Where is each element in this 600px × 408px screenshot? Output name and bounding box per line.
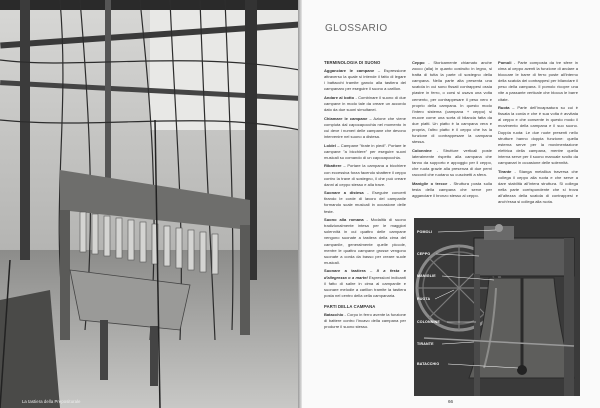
glossary-column-2 — [412, 60, 492, 202]
glossary-page — [302, 0, 600, 408]
diagram-label-ruota: RUOTA — [417, 297, 431, 301]
glossary-entry: Ceppo - Storicamente chiamato anche zocco (alla) in quanto costruito in legno, si tratta di tutta la parte di sostegno della campana. Nella parte alta presenta una scatola in cui sono fissati contrappesi ossia piastre in ferro, o corsi si usava una volta cemento, per contrappesare il peso vero e proprio della campana. In questo modo l'intero sistema (campana + ceppo) si muove come una sorta di bilancia fatta da due piatti. Un piatto è la campana vera e propria, l'altro piatto è il ceppo che ha la funzione di contrappesare la campana stessa. — [412, 60, 492, 145]
entry-term: Ceppo — [412, 60, 425, 65]
entry-term: Batacchio — [324, 311, 344, 317]
entry-term: Chiamare le campane — [324, 115, 368, 121]
entry-term: Suonare a distesa — [324, 190, 364, 196]
entry-term: Suono alla romana — [324, 217, 364, 223]
entry-italic-note: Il a festa e d'allegrezza o a martel — [324, 268, 407, 280]
entry-term: Ribattere — [324, 163, 342, 169]
diagram-label-maniglie: MANIGLIE — [417, 274, 436, 278]
diagram-label-ceppo: CEPPO — [417, 252, 431, 256]
entry-term: Agganciare le campane — [324, 68, 375, 74]
diagram-label-batacchio: BATACCHIO — [417, 362, 440, 366]
glossary-entry: Pomoli - Parte composta da tre sfere in cima al ceppo aventi la funzione di andare a bloccare le barre di ferro poste all'interno della scatola dei contrappesi per bilanciare il peso della campana. Il pomolo ricopre una vite a passante verticale che blocca le barre citate. — [498, 60, 578, 102]
glossary-entry: Maniglie o trecce - Struttura posta sulla testa della campana che serve per agganciare il bronzo stesso al ceppo. — [412, 180, 492, 198]
diagram-label-pomoli: POMOLI — [417, 230, 433, 234]
parts-heading: PARTI DELLA CAMPANA — [324, 303, 376, 309]
entry-term: Maniglie o trecce — [412, 180, 448, 186]
diagram-label-colonnine: COLONNINE — [417, 320, 440, 324]
glossary-entry: Suono alla romana - Modalità di suono tradizionalmente intesa per le maggiori solennità in cui quattro delle campane vengono suonate a tastiera della cima del campanile, generalmente quelle piccole, mentre le quattro campane grosse vengono suonate a corda da basso per creare suole musicali. — [324, 217, 406, 265]
glossary-entry: Ribattere – Portare la campana a bicchiere con eccessiva forza facendo sbattere il ceppo contro la trave di sostegno, il che può creare danni al ceppo stesso e alla trave. — [324, 163, 406, 187]
entry-term: Andare al botto — [324, 94, 355, 100]
bell-mechanism-illustration — [414, 218, 580, 396]
glossary-entry: Ruota – Parte dell'incapsatura su cui è fissata la corda e che è sua volta è avvitata al ceppo e che consente in questo modo il movimento della campana e il suo suono. Doppia ruota: Le due ruote presenti nello strutture hanno doppia funzione: quella esterna serve per la movimentazione elettrica della campana, mentre quella interna serve per il suono manuale svolto da campanari in occasione delle solennità. — [498, 105, 578, 165]
entry-term: Loldel — [324, 142, 336, 148]
glossary-column-1 — [324, 60, 406, 333]
glossary-entry: Suonare a distesa - Eseguire concerti tirando le corde di lavoro del campanile formando scale musicali in occasione delle feste. — [324, 190, 406, 214]
entry-term: Ruota — [498, 105, 510, 111]
bell-parts-diagram — [414, 218, 580, 396]
entry-term: Tirante — [498, 168, 512, 174]
glossary-entry: Suonare a tastiera – Il a festa e d'allegrezza o a martel Espressioni indicanti il fatto di salire in cima al campanile e suonare melodie a carillon tramite la tastiera posta nel centro della cella campanaria. — [324, 268, 407, 298]
glossary-entry: Andare al botto - Combinare il suono di due campane in modo tale da creare un accordo dato da due suoni simultanei. — [324, 94, 406, 113]
page-number: 66 — [448, 399, 454, 404]
glossary-entry: Batacchio - Corpo in ferro avente la funzione di battere contro l'incavo della campana per produrre il suono stesso. — [324, 311, 406, 330]
photo-caption: La tastiera della Prepositurale — [22, 399, 81, 404]
glossary-entry: Loldel – Campane "tirate in piedi". Portare le campane "a bicchiere" per eseguire suoni musicali su comando di un capocapocchia. — [324, 142, 406, 160]
terminology-heading: TERMINOLOGIA DI SUONO — [324, 60, 381, 65]
page-title: GLOSSARIO — [325, 23, 388, 34]
entry-term: Colonnine — [412, 147, 432, 153]
glossary-entry: Agganciare le campane – Espressione attraverso la quale si intende il fatto di legare i battacchi tramite gancio alla tastiera del campanaro per eseguire il suono a carillon. — [324, 68, 406, 92]
diagram-label-tirante: TIRANTE — [417, 342, 434, 346]
glossary-entry: Chiamare le campane – Azione che viene compiuta dal capocapocchia nel momento in cui deve i numeri delle campane che devono intervenire nel suono a distesa. — [324, 115, 406, 140]
entry-term: Suonare a tastiera — [324, 268, 366, 274]
glossary-column-3 — [498, 60, 578, 208]
glossary-entry: Colonnine - Strutture verticali poste lateralmente rispetto alla campana che fanno da supporto e appoggio per il ceppo, che ruota grazie alla presenza di due perni raccordi che ruotano su cuscinetti a sfera. — [412, 147, 492, 178]
entry-term: Pomoli — [498, 60, 512, 65]
glossary-entry: Tirante - Stanga metallica traversa che collega il ceppo alla ruota e che serve a dare stabilità all'intera struttura. Si collega nella parte corrispondente che si trova all'altezza della scatola di contrappesi e anch'essa si collega alla ruota. — [498, 168, 578, 205]
